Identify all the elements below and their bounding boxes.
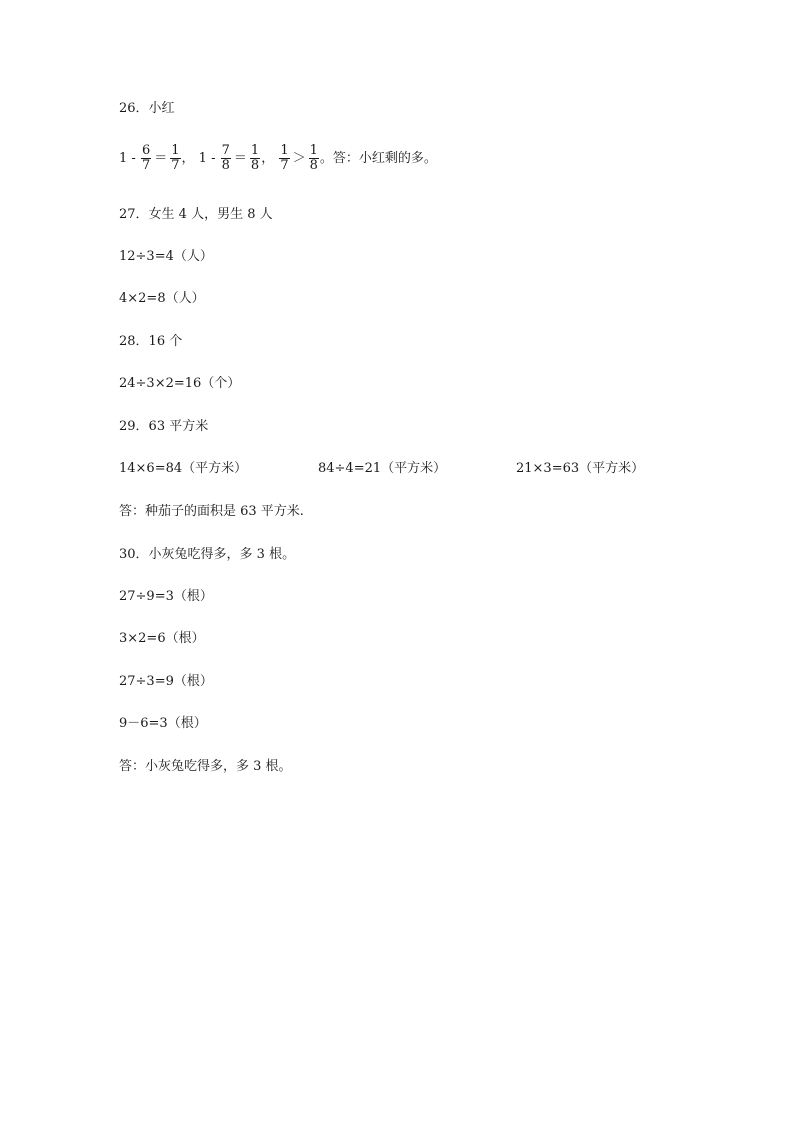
separator: ， xyxy=(181,151,195,166)
frac-den: 7 xyxy=(171,158,180,173)
q29-step-2: 84÷4=21（平方米） xyxy=(318,461,447,476)
frac-num: 6 xyxy=(141,143,151,158)
fraction-1-7-compare xyxy=(279,144,289,173)
q27-step-2: 4×2=8（人） xyxy=(119,291,205,306)
q30-title: 30．小灰兔吃得多，多 3 根。 xyxy=(119,547,296,562)
frac-num: 1 xyxy=(171,143,180,158)
fraction-1-7 xyxy=(170,144,180,173)
q30-answer: 答：小灰兔吃得多，多 3 根。 xyxy=(119,759,292,774)
fraction-1-8-compare xyxy=(309,144,319,173)
q26-equation xyxy=(119,144,437,174)
frac-den: 8 xyxy=(250,158,260,173)
q27-step-1: 12÷3=4（人） xyxy=(119,249,213,264)
q28-step-1: 24÷3×2=16（个） xyxy=(119,376,241,391)
q29-step-1: 14×6=84（平方米） xyxy=(119,461,248,476)
frac-num: 1 xyxy=(280,143,289,158)
separator: ， xyxy=(261,151,275,166)
one-minus-1: 1 - xyxy=(119,151,136,166)
equals-sign: ＝ xyxy=(233,151,247,166)
frac-den: 8 xyxy=(221,158,230,173)
frac-den: 8 xyxy=(309,158,318,173)
frac-num: 1 xyxy=(250,143,260,158)
frac-den: 7 xyxy=(141,158,151,173)
q29-step-3: 21×3=63（平方米） xyxy=(516,461,645,476)
q27-title: 27．女生 4 人，男生 8 人 xyxy=(119,207,273,222)
q28-title: 28．16 个 xyxy=(119,334,183,349)
fraction-1-8 xyxy=(250,144,260,173)
equals-sign: ＝ xyxy=(154,151,168,166)
q29-title: 29．63 平方米 xyxy=(119,419,209,434)
q29-answer: 答：种茄子的面积是 63 平方米. xyxy=(119,504,304,519)
q26-answer: 。答：小红剩的多。 xyxy=(319,151,437,166)
one-minus-2: 1 - xyxy=(198,151,216,166)
frac-den: 7 xyxy=(280,158,289,173)
q30-step-3: 27÷3=9（根） xyxy=(119,674,213,689)
frac-num: 1 xyxy=(309,143,318,158)
greater-than-sign: ＞ xyxy=(292,151,306,166)
fraction-7-8 xyxy=(221,144,231,173)
fraction-6-7 xyxy=(141,144,151,173)
q30-step-4: 9－6=3（根） xyxy=(119,716,207,731)
q26-title: 26．小红 xyxy=(119,101,175,116)
q30-step-2: 3×2=6（根） xyxy=(119,631,205,646)
frac-num: 7 xyxy=(221,143,230,158)
q30-step-1: 27÷9=3（根） xyxy=(119,589,213,604)
